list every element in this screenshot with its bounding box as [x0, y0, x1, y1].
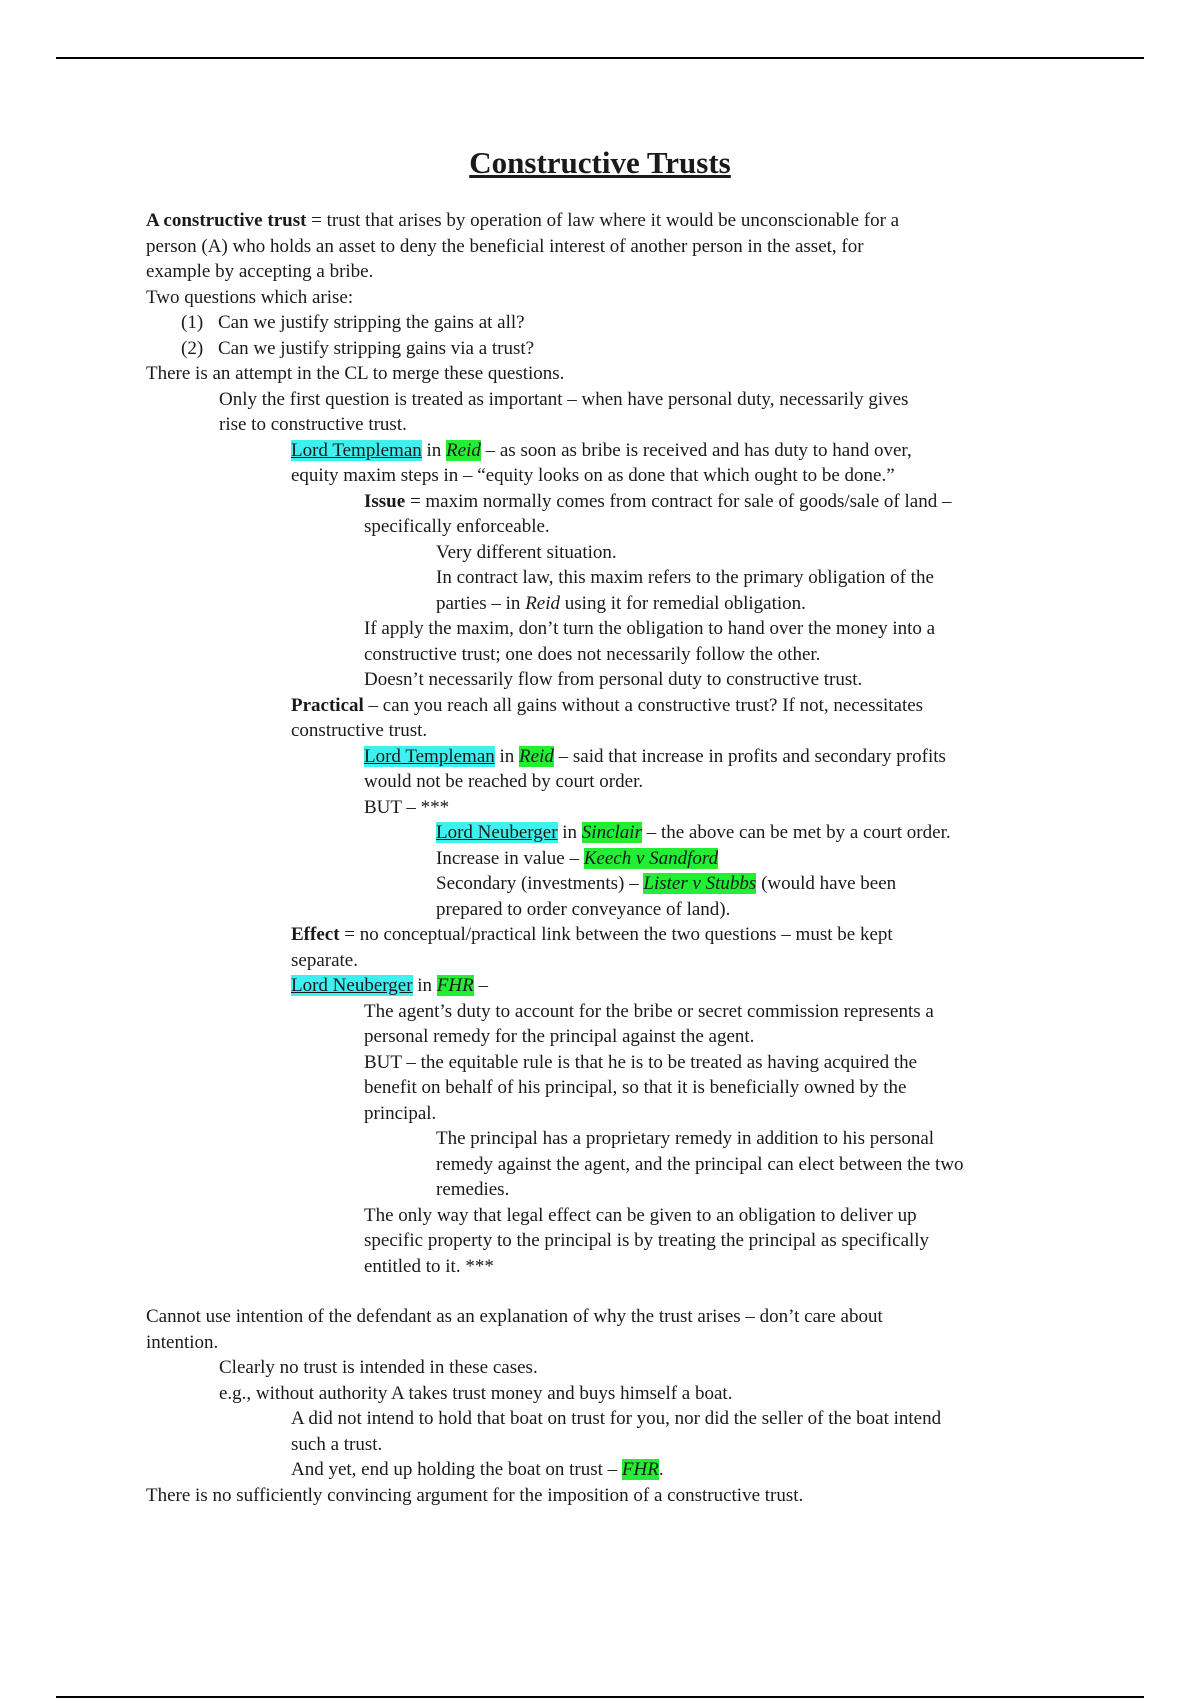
text-line: such a trust.: [291, 1433, 383, 1455]
text-line: e.g., without authority A takes trust money and buys himself a boat.: [219, 1382, 733, 1404]
text-line: prepared to order conveyance of land).: [436, 898, 731, 920]
issue-line: Issue = maxim normally comes from contract for sale of goods/sale of land –: [364, 490, 952, 512]
definition-line: A constructive trust = trust that arises by operation of law where it would be unconscionable for a: [146, 210, 900, 231]
text-line: In contract law, this maxim refers to the primary obligation of the: [436, 567, 934, 588]
text-line: remedies.: [436, 1179, 510, 1200]
text-line: The principal has a proprietary remedy in addition to his personal: [436, 1128, 935, 1149]
text-line: entitled to it. ***: [364, 1255, 494, 1277]
text-line: Only the first question is treated as important – when have personal duty, necessarily gives: [219, 388, 909, 410]
text-line: separate.: [291, 949, 358, 971]
numbered-item: (1) Can we justify stripping the gains at all?: [181, 312, 525, 333]
paragraph-gap: [146, 1279, 1066, 1304]
text-line: Two questions which arise:: [146, 286, 354, 308]
term-bold: A constructive trust: [146, 210, 307, 231]
text-line: would not be reached by court order.: [364, 771, 644, 792]
case-highlight: Sinclair: [581, 822, 642, 843]
text-line: The only way that legal effect can be given to an obligation to deliver up: [364, 1204, 917, 1226]
judge-highlight: Lord Neuberger: [436, 822, 558, 843]
text-line: Doesn’t necessarily flow from personal duty to constructive trust.: [364, 669, 863, 690]
case-highlight: Reid: [519, 745, 554, 767]
page-title: Constructive Trusts: [469, 145, 731, 180]
bottom-rule: [56, 1696, 1144, 1698]
text-line: person (A) who holds an asset to deny the beneficial interest of another person in the asset, for: [146, 235, 864, 257]
case-highlight: FHR: [436, 975, 474, 996]
case-highlight: Keech v Sandford: [583, 847, 719, 869]
case-line: Secondary (investments) – Lister v Stubbs (would have been: [436, 873, 897, 894]
practical-line: Practical – can you reach all gains without a constructive trust? If not, necessitates: [291, 694, 924, 716]
case-line: And yet, end up holding the boat on trust – FHR.: [291, 1459, 664, 1480]
text-line: A did not intend to hold that boat on trust for you, nor did the seller of the boat intend: [291, 1408, 942, 1429]
text-line: specific property to the principal is by treating the principal as specifically: [364, 1230, 930, 1251]
text-line: benefit on behalf of his principal, so that it is beneficially owned by the: [364, 1077, 907, 1098]
text-line: rise to constructive trust.: [219, 414, 407, 435]
judge-highlight: Lord Templeman: [291, 439, 422, 461]
case-line: Increase in value – Keech v Sandford: [436, 847, 719, 869]
text-line: parties – in Reid using it for remedial obligation.: [436, 592, 806, 614]
text-line: remedy against the agent, and the principal can elect between the two: [436, 1153, 964, 1175]
effect-line: Effect = no conceptual/practical link between the two questions – must be kept: [291, 924, 893, 945]
text-line: BUT – the equitable rule is that he is to be treated as having acquired the: [364, 1051, 918, 1073]
text-line: example by accepting a bribe.: [146, 261, 374, 282]
text-line: If apply the maxim, don’t turn the obligation to hand over the money into a: [364, 618, 936, 639]
case-line: Lord Neuberger in FHR –: [291, 975, 488, 996]
case-highlight: Lister v Stubbs: [643, 873, 757, 894]
judge-highlight: Lord Templeman: [364, 745, 495, 767]
case-highlight: FHR: [621, 1459, 659, 1480]
case-line: Lord Templeman in Reid – said that increase in profits and secondary profits: [364, 745, 946, 767]
text-line: BUT – ***: [364, 796, 450, 818]
text-line: personal remedy for the principal against the agent.: [364, 1026, 755, 1047]
text-line: constructive trust.: [291, 720, 428, 741]
top-rule: [56, 57, 1144, 59]
case-line: Lord Templeman in Reid – as soon as bribe is received and has duty to hand over,: [291, 439, 912, 461]
numbered-item: (2) Can we justify stripping gains via a trust?: [181, 337, 535, 359]
text-line: There is an attempt in the CL to merge these questions.: [146, 363, 565, 384]
case-highlight: Reid: [446, 439, 481, 461]
text-line: The agent’s duty to account for the bribe or secret commission represents a: [364, 1000, 934, 1022]
document-body: [146, 208, 1066, 1508]
text-line: Cannot use intention of the defendant as an explanation of why the trust arises – don’t care about: [146, 1306, 883, 1327]
text-line: intention.: [146, 1331, 219, 1353]
text-line: equity maxim steps in – “equity looks on as done that which ought to be done.”: [291, 465, 895, 486]
case-line: Lord Neuberger in Sinclair – the above can be met by a court order.: [436, 822, 951, 843]
text-line: There is no sufficiently convincing argument for the imposition of a constructive trust.: [146, 1484, 804, 1506]
text-line: constructive trust; one does not necessarily follow the other.: [364, 643, 821, 665]
text-line: principal.: [364, 1102, 437, 1124]
text-line: Clearly no trust is intended in these cases.: [219, 1357, 538, 1378]
text-line: Very different situation.: [436, 541, 617, 563]
text-line: specifically enforceable.: [364, 516, 550, 537]
judge-highlight: Lord Neuberger: [291, 975, 413, 996]
